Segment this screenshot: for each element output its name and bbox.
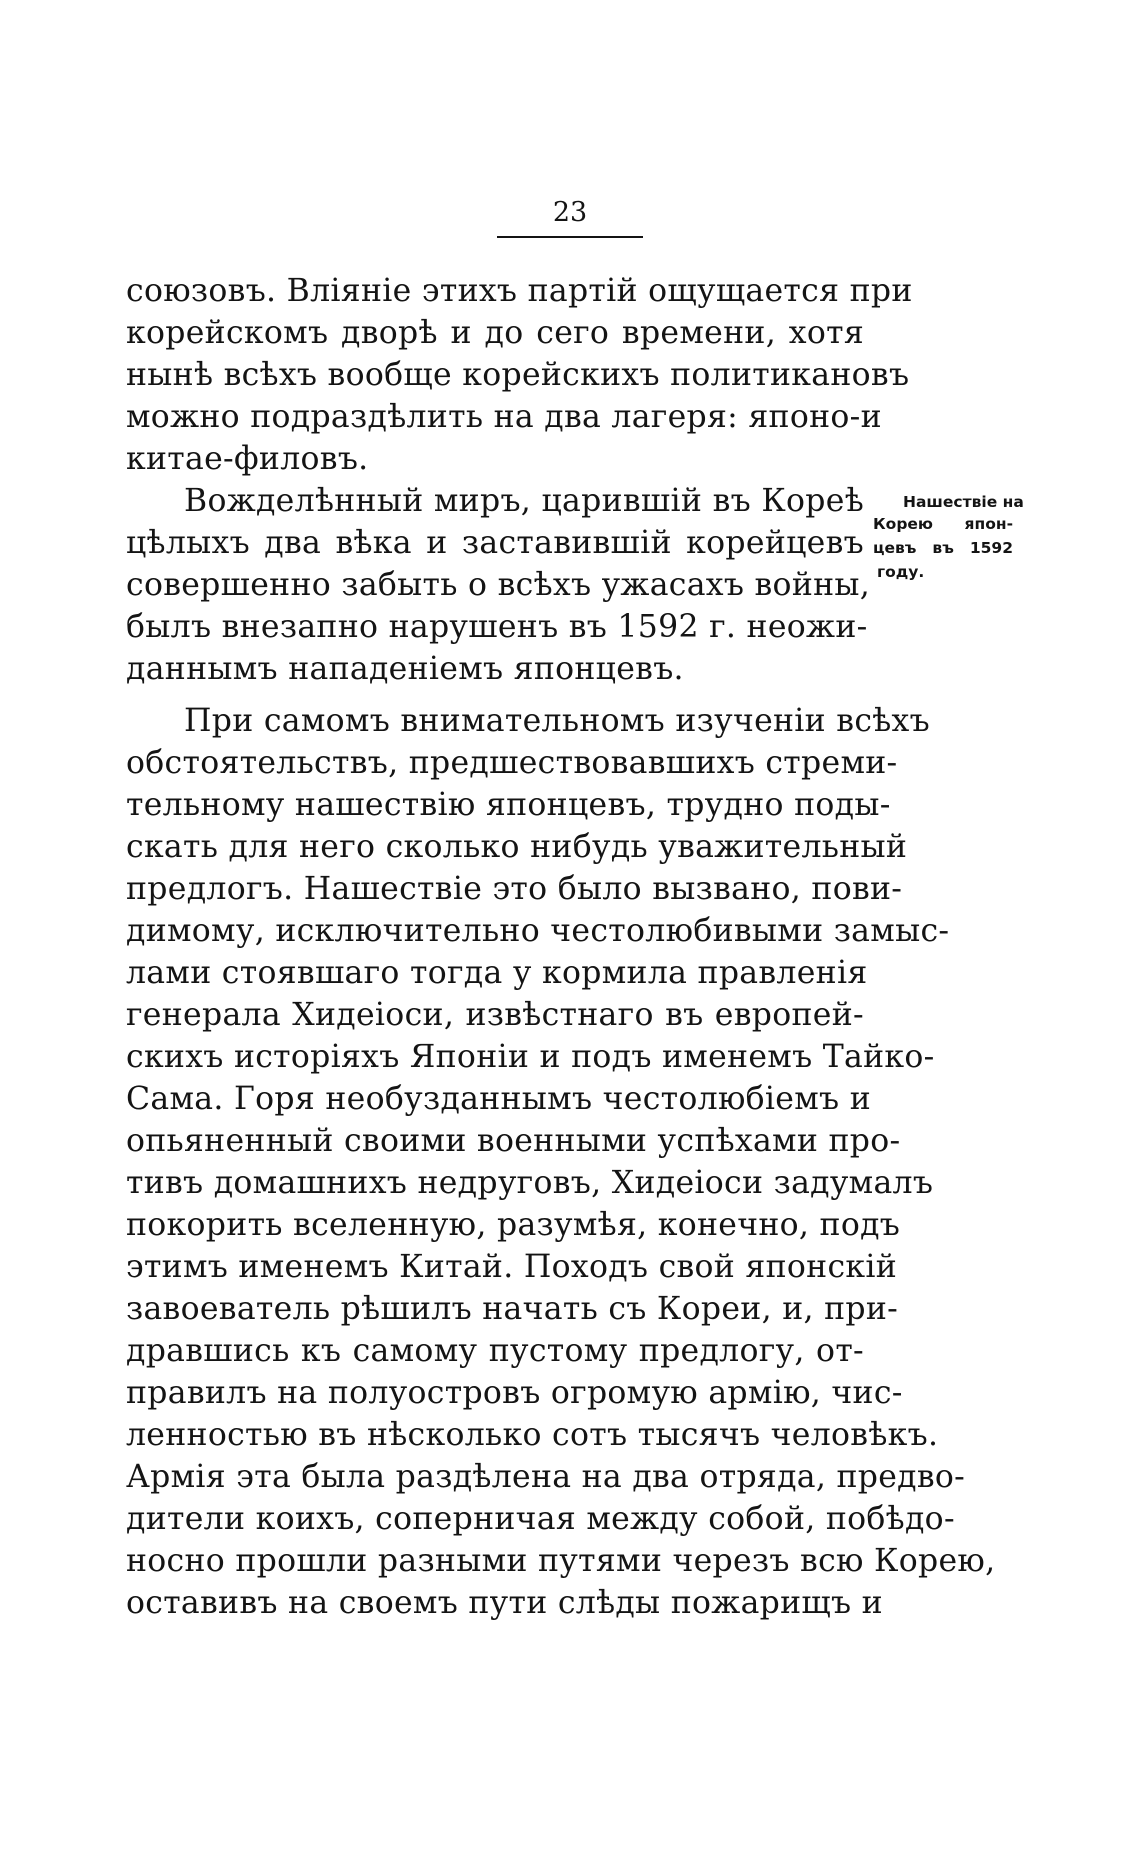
paragraph-2 xyxy=(126,480,871,690)
text-line: китае-филовъ. xyxy=(126,441,369,477)
text-line: покорить вселенную, разумѣя, конечно, подъ xyxy=(126,1207,901,1243)
margin-note-line: Корею япон- xyxy=(873,515,1013,533)
text-line: этимъ именемъ Китай. Походъ свой японскій xyxy=(126,1249,898,1285)
paragraph-1 xyxy=(126,270,913,480)
text-line: При самомъ внимательномъ изученіи всѣхъ xyxy=(184,703,930,739)
text-line: обстоятельствъ, предшествовавшихъ стреми- xyxy=(126,745,898,781)
page-number: 23 xyxy=(552,197,588,228)
text-line: лами стоявшаго тогда у кормила правленія xyxy=(126,955,868,991)
text-line: ленностью въ нѣсколько сотъ тысячъ человѣкъ. xyxy=(126,1417,939,1453)
text-line: опьяненный своими военными успѣхами про- xyxy=(126,1123,901,1159)
text-line: оставивъ на своемъ пути слѣды пожарищъ и xyxy=(126,1585,883,1621)
margin-note-line: году. xyxy=(877,563,925,581)
text-line: былъ внезапно нарушенъ въ 1592 г. неожи- xyxy=(126,609,868,645)
text-line: завоеватель рѣшилъ начать съ Кореи, и, при- xyxy=(126,1291,899,1327)
text-line: Сама. Горя необузданнымъ честолюбіемъ и xyxy=(126,1081,871,1117)
text-line: корейскомъ дворѣ и до сего времени, хотя xyxy=(126,315,864,351)
text-line: совершенно забыть о всѣхъ ужасахъ войны, xyxy=(126,567,871,603)
text-line: тельному нашествію японцевъ, трудно поды- xyxy=(126,787,891,823)
text-line: Вожделѣнный миръ, царившій въ Кореѣ xyxy=(184,483,864,519)
text-line: дители коихъ, соперничая между собой, побѣдо- xyxy=(126,1501,955,1537)
text-line: скихъ исторіяхъ Японіи и подъ именемъ Тайко- xyxy=(126,1039,935,1075)
text-line: скать для него сколько нибудь уважительный xyxy=(126,829,908,865)
text-line: предлогъ. Нашествіе это было вызвано, пови- xyxy=(126,871,903,907)
text-line: союзовъ. Вліяніе этихъ партій ощущается при xyxy=(126,273,913,309)
text-line: тивъ домашнихъ недруговъ, Хидеіоси задумалъ xyxy=(126,1165,934,1201)
text-line: даннымъ нападеніемъ японцевъ. xyxy=(126,651,684,687)
paragraph-3 xyxy=(126,700,996,1624)
text-line: генерала Хидеіоси, извѣстнаго въ европей- xyxy=(126,997,864,1033)
page-number-rule xyxy=(497,236,643,238)
text-line: цѣлыхъ два вѣка и заставившій корейцевъ xyxy=(126,525,864,561)
margin-note-line: цевъ въ 1592 xyxy=(873,539,1013,557)
margin-note-line: Нашествіе на xyxy=(903,493,1024,511)
margin-note xyxy=(873,492,1024,584)
text-line: димому, исключительно честолюбивыми замыс- xyxy=(126,913,950,949)
text-line: нынѣ всѣхъ вообще корейскихъ политикановъ xyxy=(126,357,910,393)
text-line: Армія эта была раздѣлена на два отряда, предво- xyxy=(126,1459,966,1495)
text-line: можно подраздѣлить на два лагеря: японо-и xyxy=(126,399,882,435)
text-line: дравшись къ самому пустому предлогу, от- xyxy=(126,1333,864,1369)
text-line: носно прошли разными путями черезъ всю Корею, xyxy=(126,1543,996,1579)
text-line: правилъ на полуостровъ огромую армію, чис- xyxy=(126,1375,903,1411)
